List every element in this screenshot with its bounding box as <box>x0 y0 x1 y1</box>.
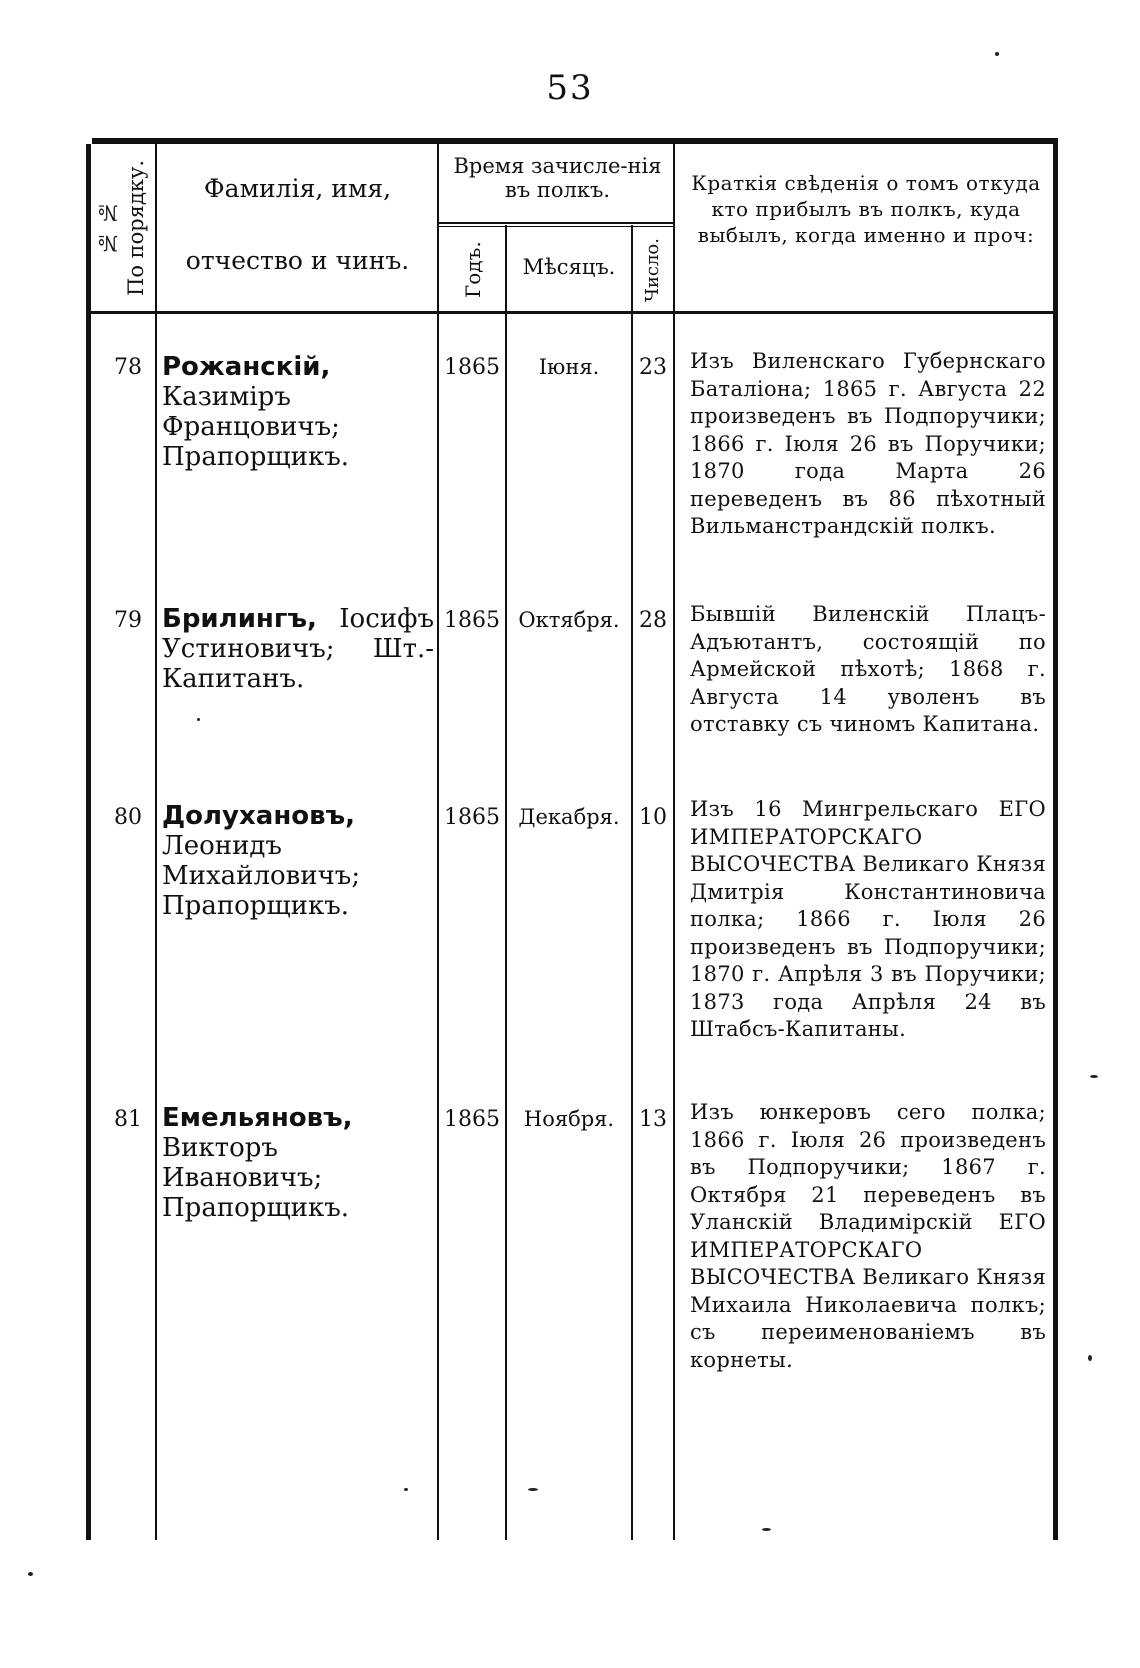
divider-month-day <box>631 225 633 1540</box>
scan-speck <box>1088 1355 1092 1361</box>
row-number: 80 <box>114 805 142 830</box>
row-name-bold: Долухановъ, <box>162 801 356 831</box>
row-year: 1865 <box>444 805 500 830</box>
header-month: Мѣсяцъ. <box>522 255 616 279</box>
enlist-subheader-rule <box>439 222 673 224</box>
row-name <box>162 604 434 694</box>
row-day: 13 <box>639 1107 667 1132</box>
header-year: Годъ. <box>461 241 485 299</box>
row-name <box>162 801 434 921</box>
header-name-line2: отчество и чинъ. <box>185 246 410 275</box>
row-number: 79 <box>114 608 142 633</box>
page-number: 53 <box>546 68 594 108</box>
row-name-rest: Казиміръ Францовичъ; Прапорщикъ. <box>162 382 350 472</box>
header-name-line1: Фамилія, имя, <box>203 174 392 203</box>
top-rule <box>92 138 1058 144</box>
row-year: 1865 <box>444 608 500 633</box>
scan-speck <box>404 1488 408 1491</box>
divider-name-year <box>437 144 439 1540</box>
header-bottom-rule <box>91 311 1053 314</box>
row-name <box>162 352 434 472</box>
row-name-bold: Рожанскій, <box>162 352 331 382</box>
row-year: 1865 <box>444 355 500 380</box>
row-name-bold: Брилингъ, <box>162 604 317 634</box>
header-order-no-a: № № <box>96 200 120 255</box>
row-day: 28 <box>639 608 667 633</box>
scan-speck <box>995 52 999 56</box>
row-info: Изъ 16 Мингрельскаго ЕГО ИМПЕРАТОРСКАГО ВЫСОЧЕСТВА Великаго Князя Дмитрія Константиновича полка; 1866 г. Іюля 26 произведенъ въ Подпоручики; 1870 г. Апрѣля 3 въ Поручики; 1873 года Апрѣля 24 въ Штабсъ-Капитаны. <box>690 797 1046 1041</box>
row-info: Бывшій Виленскій Плацъ-Адъютантъ, состоящій по Армейской пѣхотѣ; 1868 г. Августа 14 уволенъ въ отставку съ чиномъ Капитана. <box>690 602 1046 736</box>
row-month: Декабря. <box>518 805 620 829</box>
header-order-no-b: По порядку. <box>124 159 148 296</box>
row-month: Ноября. <box>523 1107 615 1131</box>
header-enlist-time: Время зачисле-нія въ полкъ. <box>453 154 662 203</box>
row-name-bold: Емельяновъ, <box>162 1103 353 1133</box>
enlist-subheader-rule-2 <box>439 226 673 227</box>
row-info: Изъ юнкеровъ сего полка; 1866 г. Іюля 26 произведенъ въ Подпоручики; 1867 г. Октября 21 переведенъ въ Уланскій Владимірскій ЕГО ИМПЕРАТОРСКАГО ВЫСОЧЕСТВА Великаго Князя Михаила Николаевича полкъ; съ переименованіемъ въ корнеты. <box>690 1100 1046 1372</box>
scan-speck <box>1090 1075 1098 1078</box>
row-day: 10 <box>639 805 667 830</box>
row-day: 23 <box>639 355 667 380</box>
row-number: 78 <box>114 355 142 380</box>
table-right-border <box>1053 144 1058 1540</box>
table-left-border <box>86 144 91 1540</box>
header-day: Число. <box>642 238 663 302</box>
divider-year-month <box>505 225 507 1540</box>
row-month: Октября. <box>518 608 620 632</box>
row-info: Изъ Виленскаго Губернскаго Баталіона; 1865 г. Августа 22 произведенъ въ Подпоручики; 1866 г. Іюля 26 въ Поручики; 1870 года Марта 26 переведенъ въ 86 пѣхотный Вильманстрандскій полкъ. <box>690 349 1046 538</box>
divider-no-name <box>155 144 157 1540</box>
header-info: Краткія свѣденія о томъ откуда кто прибылъ въ полкъ, куда выбылъ, когда именно и проч: <box>691 171 1041 247</box>
row-month: Іюня. <box>538 355 600 379</box>
row-year: 1865 <box>444 1107 500 1132</box>
divider-day-info <box>673 144 675 1540</box>
scan-speck <box>528 1488 538 1491</box>
scan-speck <box>197 718 200 721</box>
scan-speck <box>28 1572 33 1576</box>
scan-speck <box>762 1528 771 1531</box>
row-number: 81 <box>114 1107 142 1132</box>
row-name-rest: Іосифъ Устиновичъ; Шт.-Капитанъ. <box>162 604 434 694</box>
header-order-no <box>94 150 154 305</box>
row-name-rest: Викторъ Ивановичъ; Прапорщикъ. <box>162 1133 350 1223</box>
row-name-rest: Леонидъ Михайловичъ; Прапорщикъ. <box>162 831 361 921</box>
row-name <box>162 1103 434 1223</box>
